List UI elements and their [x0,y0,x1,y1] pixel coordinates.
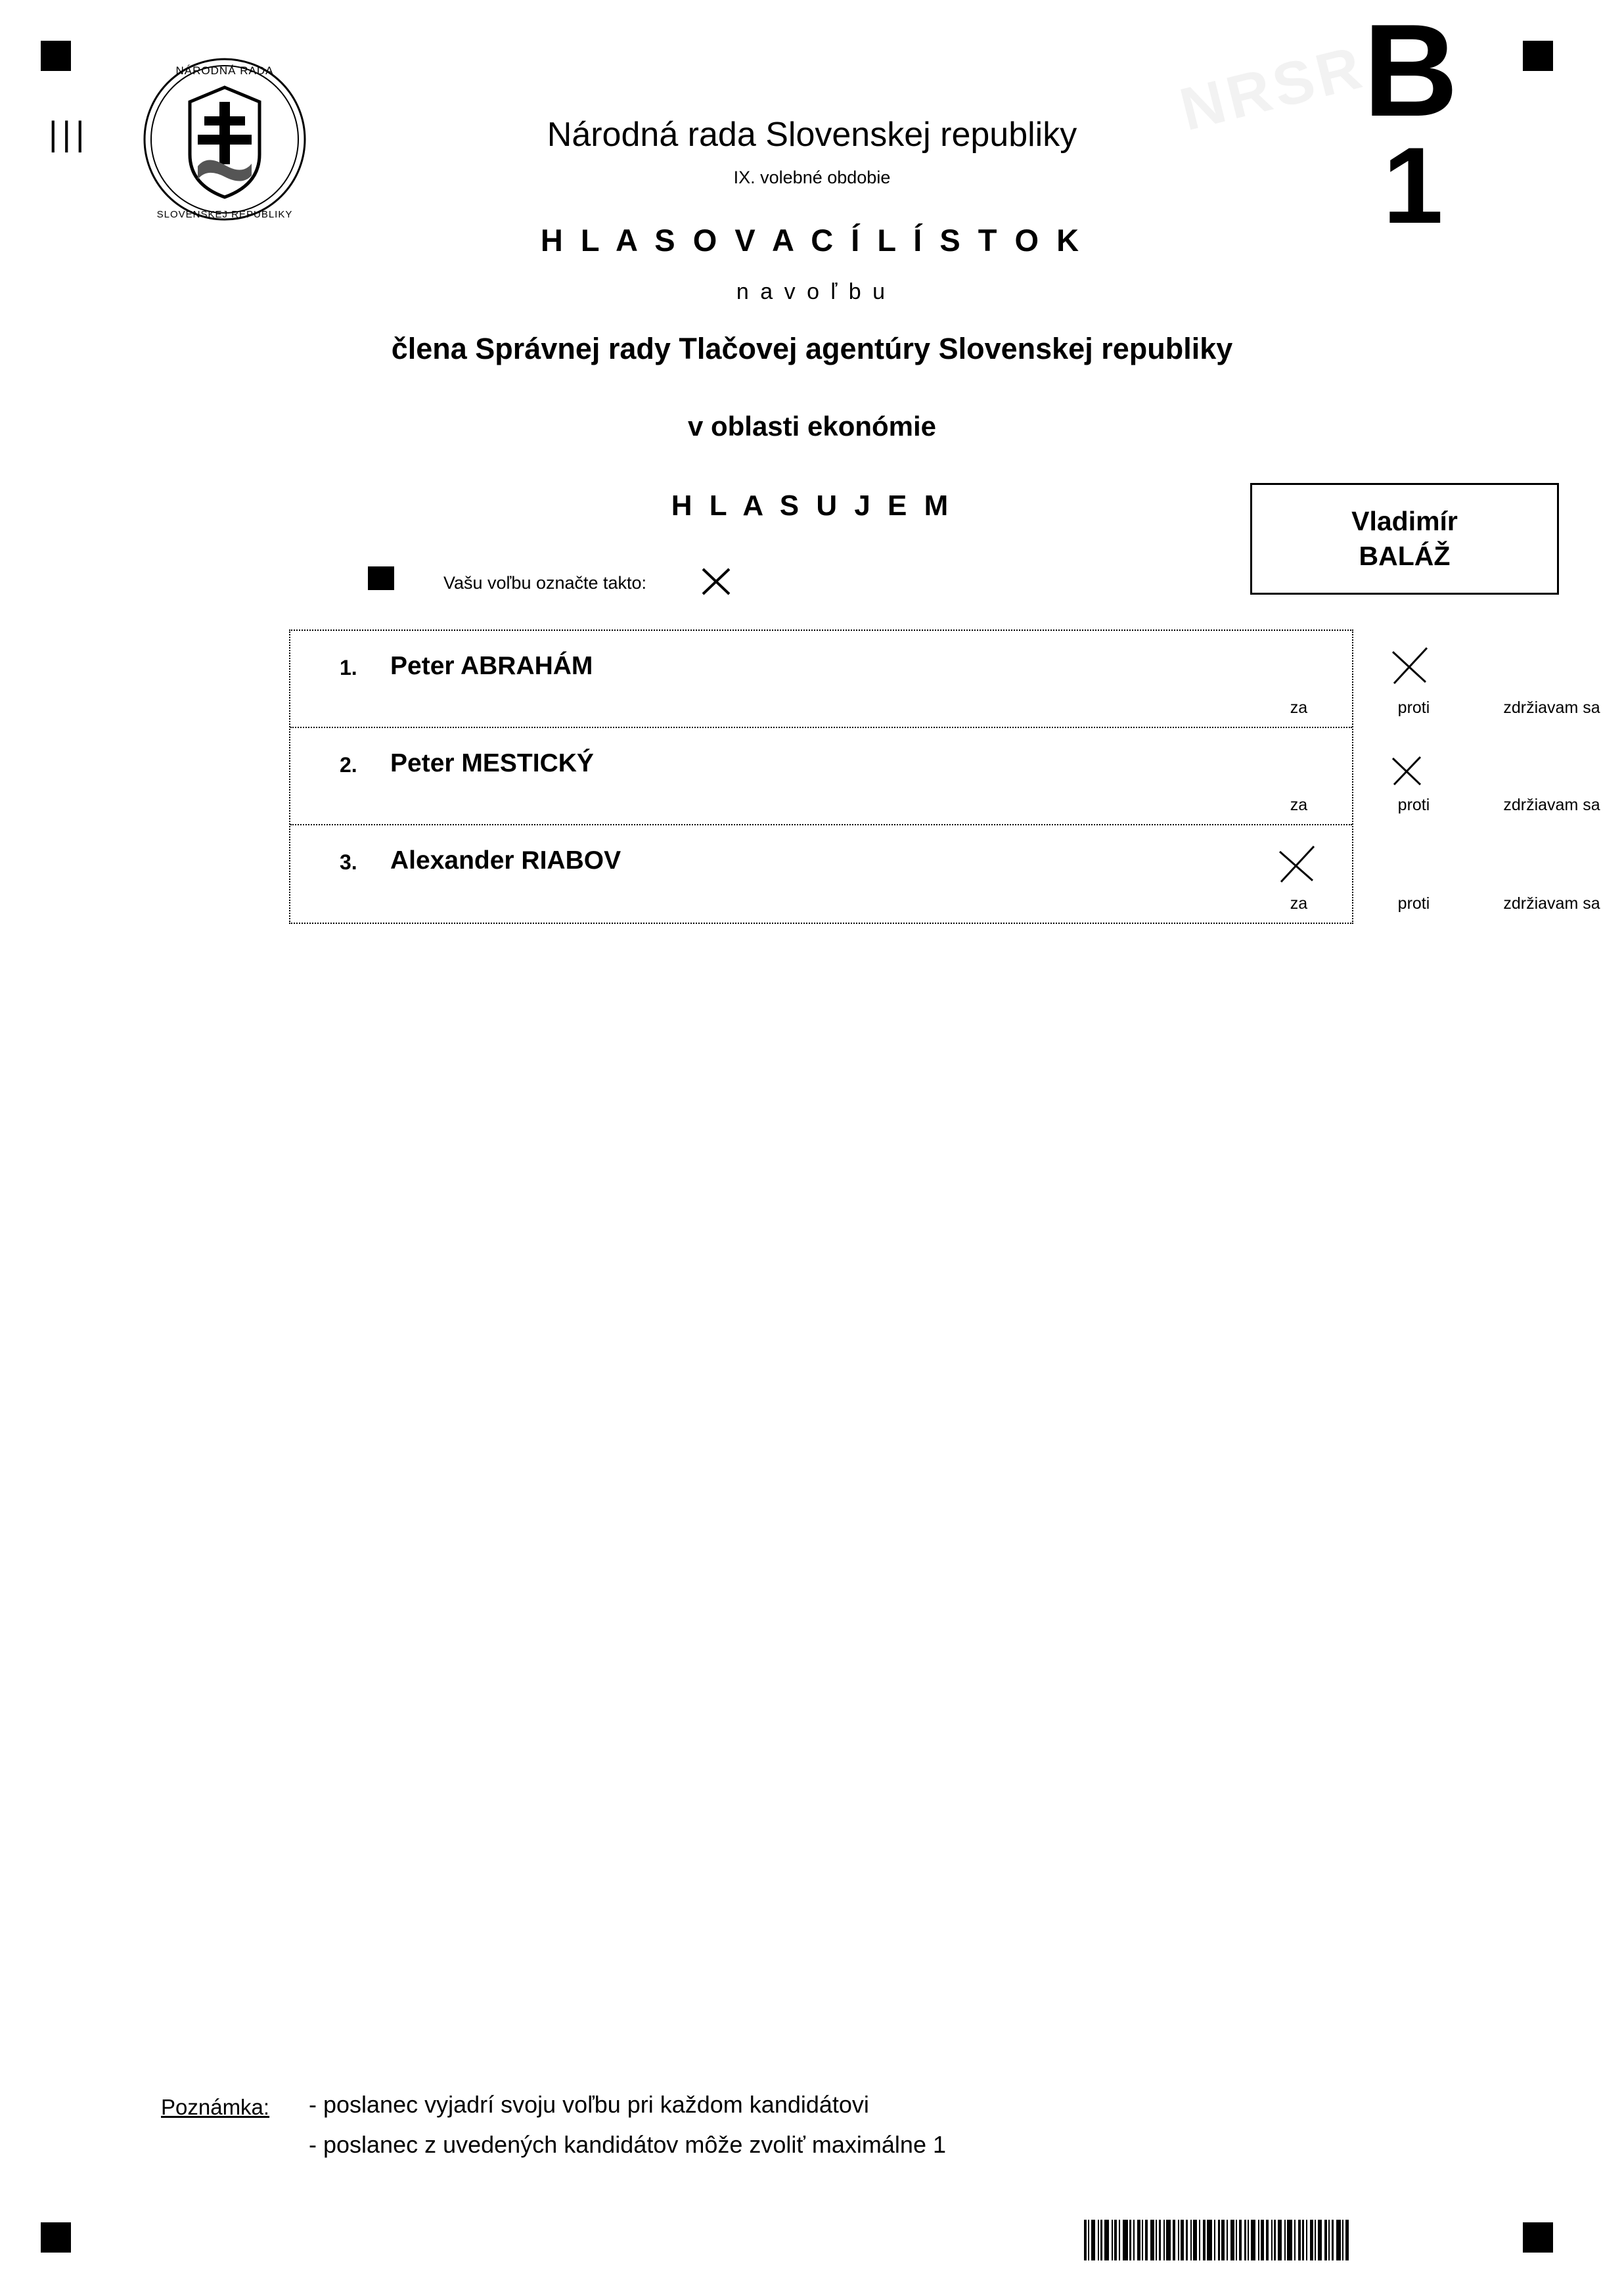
ballot-code-letter: B [1363,0,1456,144]
svg-text:SLOVENSKEJ REPUBLIKY: SLOVENSKEJ REPUBLIKY [156,209,293,220]
watermark-text: NRSR [1173,33,1372,144]
marking-instruction: Vašu voľbu označte takto: [443,573,647,593]
election-period: IX. volebné obdobie [733,168,891,187]
table-row[interactable] [290,728,1600,825]
voter-name-box [1250,483,1559,595]
vote-option-za[interactable]: za [1290,894,1308,913]
registration-mark-bottom-left [41,2222,71,2253]
candidate-number: 2. [340,753,357,777]
vote-option-proti[interactable]: proti [1397,894,1430,913]
vote-mark-icon [1389,753,1424,789]
table-row[interactable] [290,825,1600,923]
candidate-name: Alexander RIABOV [390,846,621,875]
voter-first-name: Vladimír [1351,506,1458,536]
candidate-number: 1. [340,656,357,679]
note-label: Poznámka: [161,2095,270,2119]
registration-mark-top-left [41,41,71,71]
candidates-table [289,630,1600,924]
candidate-name: Peter MESTICKÝ [390,749,594,777]
vote-option-zdrziavam[interactable]: zdržiavam sa [1503,796,1600,814]
table-row[interactable] [290,631,1600,728]
candidate-number: 3. [340,850,357,874]
note-line-1: - poslanec vyjadrí svoju voľbu pri každom kandidátovi [309,2091,869,2118]
registration-mark-middle-left [368,566,394,590]
x-mark-sample-icon [700,565,733,598]
ballot-area: v oblasti ekonómie [687,411,937,442]
vote-option-zdrziavam[interactable]: zdržiavam sa [1503,894,1600,913]
vote-option-proti[interactable]: proti [1397,699,1430,717]
vote-option-proti[interactable]: proti [1397,796,1430,814]
registration-mark-top-right [1523,41,1553,71]
vote-option-za[interactable]: za [1290,796,1308,814]
vote-mark-icon [1276,844,1317,884]
note-line-2: - poslanec z uvedených kandidátov môže zvoliť maximálne 1 [309,2131,946,2158]
svg-text:NÁRODNÁ RADA: NÁRODNÁ RADA [175,64,274,77]
registration-mark-bottom-right [1523,2222,1553,2253]
i-vote-label: H L A S U J E M [671,490,953,522]
vote-option-zdrziavam[interactable]: zdržiavam sa [1503,699,1600,717]
ballot-subject: člena Správnej rady Tlačovej agentúry Slovenskej republiky [391,332,1233,365]
page-title: H L A S O V A C Í L Í S T O K [540,223,1084,258]
for-election-label: n a v o ľ b u [736,279,888,304]
vote-mark-icon [1389,645,1430,686]
voter-last-name: BALÁŽ [1359,541,1451,571]
barcode [1084,2220,1485,2260]
alignment-bars-icon: ||| [49,115,89,153]
candidate-name: Peter ABRAHÁM [390,652,593,680]
vote-option-za[interactable]: za [1290,699,1308,717]
organization-title: Národná rada Slovenskej republiky [547,116,1077,154]
ballot-code-number: 1 [1383,125,1443,246]
